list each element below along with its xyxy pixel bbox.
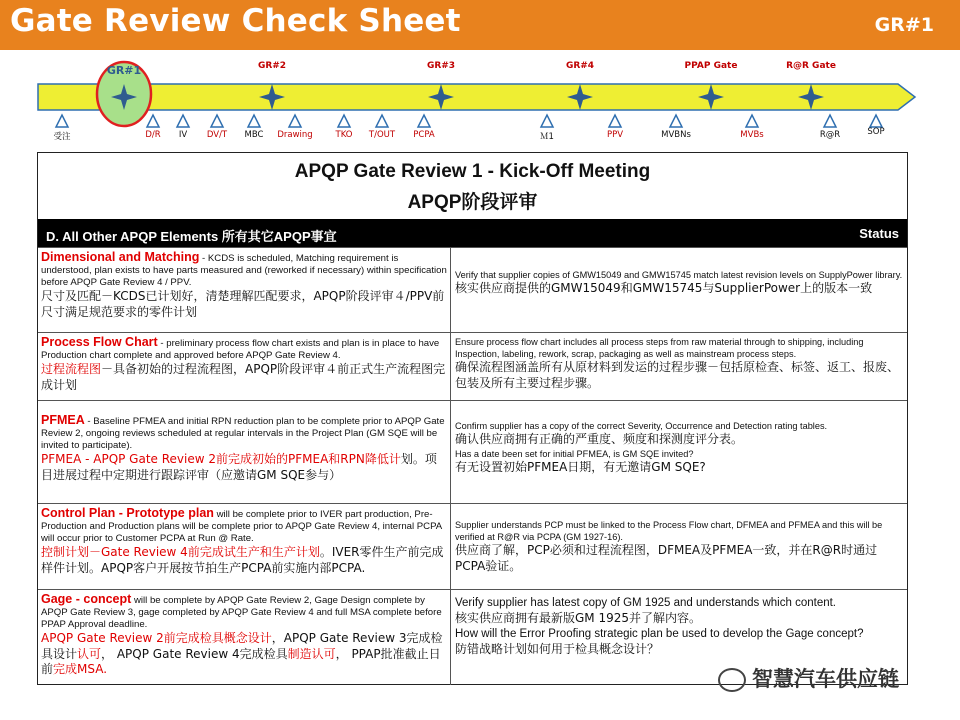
table-row (38, 332, 907, 401)
status-text-cn-2: 有无设置初始PFMEA日期，有无邀请GM SQE? (455, 459, 706, 474)
watermark (718, 663, 899, 693)
gate-label: GR#3 (426, 61, 456, 71)
milestone-label: Ｍ1 (540, 132, 554, 142)
milestone-marker-icon (746, 115, 758, 127)
gate-label: GR#1 (106, 64, 142, 77)
panel-header (38, 153, 907, 219)
milestone-label: MBC (244, 130, 264, 140)
status-text-cn: 核实供应商拥有最新版GM 1925并了解内容。 (455, 611, 702, 625)
element-cell (38, 333, 451, 401)
status-text-en: Verify supplier has latest copy of GM 1925 and understands which content. (455, 597, 836, 609)
milestone-label: IV (178, 130, 188, 140)
element-cell (38, 401, 451, 504)
gate-label: PPAP Gate (684, 61, 738, 71)
row-text-cn-red: 控制计划－Gate Review 4前完成试生产和生产计划 (41, 545, 320, 559)
row-text-cn: ，APQP Gate Review 3完成检具设计 (41, 631, 443, 661)
row-text-en: - preliminary process flow chart exists and plan is in place to have Production chart complete and approved before APQP Gate Review 4. (41, 338, 440, 361)
panel-title-en: APQP Gate Review 1 - Kick-Off Meeting (294, 161, 651, 182)
status-text-cn-2: 防错战略计划如何用于检具概念设计？ (455, 641, 660, 656)
row-text-cn: 划。项目进展过程中定期进行跟踪评审（应邀请GM SQE参与） (41, 452, 437, 482)
milestone-label: DV/T (206, 130, 228, 140)
milestone-marker-icon (289, 115, 301, 127)
milestone-marker-icon (376, 115, 388, 127)
milestone-label: PPV (606, 130, 624, 140)
milestone-label: R@R (819, 130, 841, 140)
milestone-label: Drawing (277, 130, 313, 140)
milestone-marker-icon (248, 115, 260, 127)
status-cell (451, 333, 907, 401)
row-text-cn-red: 完成MSA. (53, 662, 108, 676)
row-text-en: will be complete prior to IVER part production, Pre-Production and Production plans will be complete prior to APQP Gate Review 4, internal PCPA will occur prior to Customer PCPA at Run @ Rate. (41, 509, 442, 544)
status-text-cn: 确认供应商拥有正确的严重度、频度和探测度评分表。 (455, 432, 744, 446)
status-cell (451, 504, 907, 590)
status-text-cn: 供应商了解，PCP必须和过程流程图，DFMEA及PFMEA一致，并在R@R时通过PCPA验证。 (455, 543, 878, 573)
element-cell (38, 248, 451, 333)
milestone-marker-icon (609, 115, 621, 127)
status-text-en: Verify that supplier copies of GMW15049 and GMW15745 match latest revision levels on SupplyPower library. (455, 270, 903, 280)
panel-title-cn: APQP阶段评审 (407, 192, 538, 213)
milestone-marker-icon (147, 115, 159, 127)
status-header: Status (859, 226, 899, 241)
row-text-cn-red: 制造认可 (287, 646, 336, 661)
milestone-label: T/OUT (368, 130, 396, 140)
row-heading: Gage - concept (41, 592, 132, 606)
table-row (38, 503, 907, 590)
milestone-marker-icon (56, 115, 68, 127)
row-text-cn-red: PFMEA - APQP Gate Review 2 (41, 452, 217, 466)
row-heading: PFMEA (41, 413, 85, 427)
status-cell (451, 248, 907, 333)
wechat-icon (718, 668, 746, 692)
review-panel (37, 152, 908, 685)
table-row (38, 247, 907, 333)
row-text-en: - Baseline PFMEA and initial RPN reduction plan to be complete prior to APQP Gate Review 2, ongoing reviews scheduled at regular intervals in the Project Plan (GM SQE will be invited to participate). (41, 416, 445, 451)
status-text-en: Ensure process flow chart includes all process steps from raw material through to shipping, including Inspection, labeling, rework, scrap, packaging as well as mainstream process steps. (455, 337, 864, 359)
status-text-en-2: Has a date been set for initial PFMEA, is GM SQE invited? (455, 448, 694, 459)
watermark-text: 智慧汽车供应链 (752, 667, 899, 691)
section-title: D. All Other APQP Elements 所有其它APQP事宜 (46, 229, 337, 244)
header-bar (0, 0, 960, 50)
row-text-cn: 。IVER零件生产前完成样件计划。APQP客户开展按节拍生产PCPA前实施内部PCPA. (41, 545, 444, 575)
row-text-en: will be complete by APQP Gate Review 2, Gage Design complete by APQP Gate Review 3, gage completed by APQP Gate Review 4 and full MSA complete before PPAP Approval deadline. (41, 595, 442, 630)
element-cell (38, 504, 451, 590)
milestone-label: MVBNs (661, 130, 691, 140)
row-heading: Process Flow Chart (41, 335, 158, 349)
gate-timeline (0, 52, 960, 144)
milestone-marker-icon (870, 115, 882, 127)
row-text-cn: ， PPAP批准截止日前 (41, 646, 441, 676)
row-text-en: - KCDS is scheduled, Matching requirement is understood, plan exists to have parts measured and (reworked if necessary) within specification before APQP Gate Review 4 / PPV. (41, 253, 447, 288)
row-text-cn: 尺寸及匹配－KCDS已计划好，清楚理解匹配要求，APQP阶段评审４/PPV前尺寸满足规范要求的零件计划 (41, 289, 445, 319)
element-cell (38, 590, 451, 685)
gate-label: R@R Gate (786, 61, 836, 71)
milestone-marker-icon (338, 115, 350, 127)
row-text-cn-red: APQP Gate Review 2前完成检具概念设计 (41, 631, 272, 645)
milestone-label: MVBs (740, 130, 764, 140)
milestone-marker-icon (211, 115, 223, 127)
row-text-cn: ， APQP Gate Review 4完成检具 (101, 646, 288, 661)
milestone-label: SOP (867, 127, 885, 137)
row-text-cn: －具备初始的过程流程图，APQP阶段评审４前正式生产流程图完成计划 (41, 362, 446, 392)
row-heading: Dimensional and Matching (41, 250, 200, 264)
milestone-label: 受注 (53, 132, 71, 142)
gate-code: GR#1 (874, 14, 934, 36)
milestone-marker-icon (541, 115, 553, 127)
status-text-cn: 核实供应商提供的GMW15049和GMW15745与SupplierPower上的版本一致 (455, 281, 873, 295)
row-text-cn-red: 前完成初始的PFMEA和RPN降低计 (216, 452, 401, 466)
status-text-en-2: How will the Error Proofing strategic plan be used to develop the Gage concept? (455, 627, 864, 640)
milestone-label: TKO (335, 130, 353, 140)
row-heading: Control Plan - Prototype plan (41, 506, 214, 520)
table-row (38, 400, 907, 504)
milestone-marker-icon (824, 115, 836, 127)
gate-label: GR#2 (257, 61, 287, 71)
status-text-cn: 确保流程图涵盖所有从原材料到发运的过程步骤－包括原检查、标签、返工、报废、包装及所有主要过程步骤。 (455, 360, 900, 390)
sheet-title: Gate Review Check Sheet (10, 3, 461, 39)
row-text-cn-red: 过程流程图 (41, 362, 102, 376)
row-text-cn-red: 认可 (77, 646, 102, 661)
milestone-label: PCPA (413, 130, 435, 140)
milestone-marker-icon (177, 115, 189, 127)
milestone-label: D/R (145, 130, 161, 140)
status-text-en: Supplier understands PCP must be linked to the Process Flow chart, DFMEA and PFMEA and this will be verified at R@R via PCPA (GM 1927-16). (455, 520, 883, 542)
milestone-marker-icon (418, 115, 430, 127)
status-cell (451, 401, 907, 504)
milestone-marker-icon (670, 115, 682, 127)
gate-label: GR#4 (565, 61, 595, 71)
status-text-en: Confirm supplier has a copy of the correct Severity, Occurrence and Detection rating tables. (455, 421, 828, 431)
section-bar (38, 219, 907, 247)
